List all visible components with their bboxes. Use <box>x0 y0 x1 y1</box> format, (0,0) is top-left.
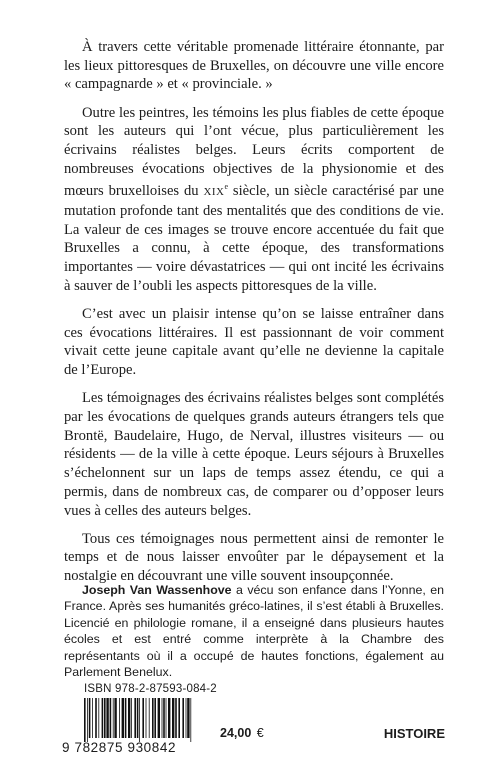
barcode-bar <box>152 698 154 738</box>
century-superscript: e <box>224 182 229 192</box>
barcode-bar <box>178 698 180 738</box>
barcode-bar <box>128 698 130 738</box>
blurb-paragraph-2-start: Outre les peintres, les témoins les plus fiables de cette époque sont les auteurs qui l’ont vécue, plus particulièrement les écrivains réalistes belges. Leurs écrits comportent de nombreuses évocations objectives de la physionomie et des mœurs bruxelloises du <box>64 104 444 200</box>
barcode-bar <box>122 698 124 738</box>
barcode-bar <box>187 698 189 738</box>
barcode-bar <box>146 698 147 738</box>
barcode-bar <box>104 698 106 738</box>
barcode-bar <box>131 698 132 738</box>
barcode-bar <box>84 698 86 742</box>
barcode-bar <box>102 698 104 738</box>
barcode-bar <box>92 698 93 738</box>
barcode-bar <box>137 698 139 738</box>
century-numeral: XIX <box>203 186 225 199</box>
barcode-bar <box>175 698 177 738</box>
barcode-bar <box>106 698 108 738</box>
price <box>220 726 264 740</box>
genre-label: HISTOIRE <box>383 726 445 741</box>
barcode-bar <box>166 698 167 738</box>
barcode-bar <box>149 698 150 738</box>
blurb-paragraph-5: Tous ces témoignages nous permettent ainsi de remonter le temps et de nous laisser envoûter par le dépaysement et la nostalgie en découvrant une ville souvent insoupçonnée. <box>64 530 444 585</box>
barcode-bar <box>95 698 97 738</box>
isbn-label: ISBN 978-2-87593-084-2 <box>84 683 217 695</box>
author-name: Joseph Van Wassenhove <box>82 583 232 597</box>
author-bio-text: a vécu son enfance dans l’Yonne, en France. Après ses humanités gréco-latines, il s’est établi à Bruxelles. Licencié en philologie romane, il a enseigné dans plusieurs hautes écoles et est entré comme interprète à la Chambre des représentants où il a occupé de hautes fonctions, également au Parlement Benelux. <box>64 583 445 680</box>
blurb-paragraph-4: Les témoignages des écrivains réalistes belges sont complétés par les évocations de quelques grands auteurs étrangers tels que Brontë, Baudelaire, Hugo, de Nerval, illustres visiteurs — ou résidents — de la ville à cette époque. Leurs séjours à Bruxelles s’échelonnent sur un laps de temps assez étendu, ce qui a permis, dans de nombreux cas, de comparer ou d’opposer leurs vues à celles des auteurs belges. <box>64 390 444 519</box>
barcode-bar <box>119 698 120 738</box>
barcode-bar <box>142 698 144 738</box>
barcode-bar <box>163 698 165 738</box>
barcode-bar <box>186 698 187 738</box>
barcode-bar <box>125 698 127 738</box>
barcode-bar <box>162 698 163 738</box>
barcode-bar <box>134 698 136 738</box>
blurb <box>64 38 444 595</box>
blurb-paragraph-2 <box>64 104 444 296</box>
blurb-paragraph-1: À travers cette véritable promenade littéraire étonnante, par les lieux pittoresques de Bruxelles, on découvre une ville encore « campagnarde » et « provinciale. » <box>64 39 444 93</box>
barcode-bar <box>190 698 191 742</box>
barcode-bar <box>139 698 140 742</box>
barcode-bar <box>98 698 99 738</box>
barcode-bar <box>87 698 88 742</box>
blurb-paragraph-2-end: siècle, un siècle caractérisé par une mutation profonde tant des mentalités que des conditions de vie. La valeur de ces images se trouve encore accentuée du fait que Bruxelles a connu, à cette époque, des transformations importantes — voire dévastatrices — qui ont incité les écrivains à sauver de l’oubli les aspects pittoresques de la ville. <box>64 183 444 294</box>
barcode-bar <box>110 698 112 738</box>
barcode-bar <box>168 698 170 738</box>
barcode-digits: 9 782875 930842 <box>62 740 177 755</box>
barcode-bar <box>182 698 184 738</box>
author-bio <box>64 582 444 680</box>
barcode <box>84 698 196 742</box>
barcode-bar <box>158 698 160 738</box>
barcode-bar <box>89 698 91 738</box>
barcode-bar <box>114 698 116 738</box>
price-amount: 24,00 <box>220 726 252 740</box>
barcode-bar <box>154 698 156 738</box>
price-currency: € <box>256 726 264 740</box>
barcode-bar <box>113 698 114 738</box>
blurb-paragraph-3: C’est avec un plaisir intense qu’on se laisse entraîner dans ces évocations littéraires. Il est passionnant de voir comment vivait cette jeune capitale avant qu’elle ne devienne la capitale de l’Europe. <box>64 306 444 379</box>
barcode-bar <box>172 698 174 738</box>
